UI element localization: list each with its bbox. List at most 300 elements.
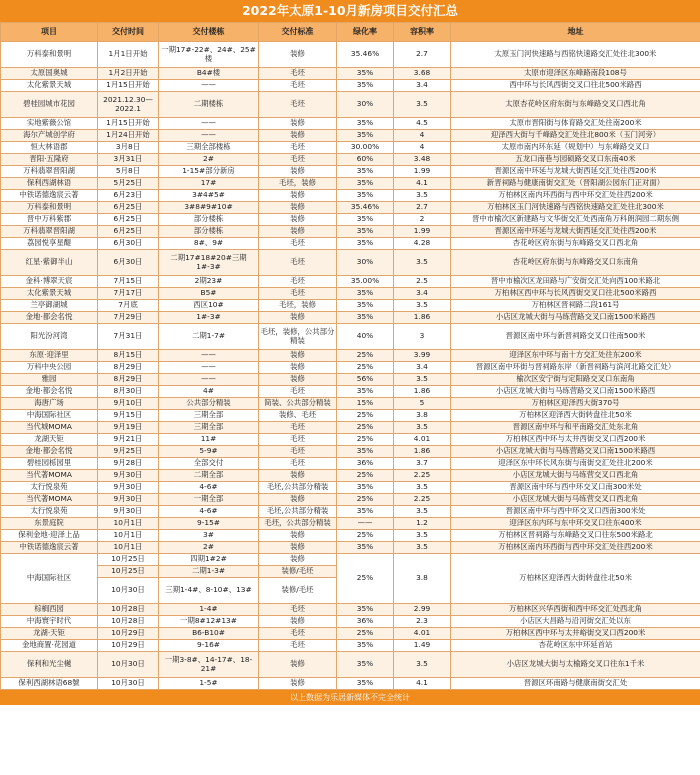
cell-address: 万柏林区兴华西街和西中环交汇处西北角	[451, 604, 700, 616]
cell-standard: 毛坯	[259, 386, 337, 398]
cell-standard: 毛坯	[259, 446, 337, 458]
cell-buildings: 4#	[159, 386, 259, 398]
cell-date: 6月25日	[98, 226, 159, 238]
cell-green-ratio: 35%	[337, 604, 394, 616]
cell-date: 8月15日	[98, 350, 159, 362]
col-project: 项目	[1, 23, 98, 42]
cell-address: 太原玉门河快速路与西铭快速路交汇处往北300米	[451, 42, 700, 68]
cell-far: 3.4	[394, 288, 451, 300]
cell-date: 6月25日	[98, 214, 159, 226]
table-row	[1, 542, 700, 554]
cell-green-ratio: 25%	[337, 530, 394, 542]
cell-project: 实地紫薇公馆	[1, 118, 98, 130]
cell-standard: 毛坯	[259, 68, 337, 80]
cell-green-ratio: 35%	[337, 166, 394, 178]
cell-standard: 装修	[259, 350, 337, 362]
cell-buildings: 2#	[159, 542, 259, 554]
cell-far: 4.01	[394, 434, 451, 446]
cell-standard: 装修/毛坯	[259, 578, 337, 604]
cell-address: 万柏林区南内环西街与西中环交汇处往西200米	[451, 542, 700, 554]
cell-project: 金地·都会名悦	[1, 446, 98, 458]
cell-date: 5月25日	[98, 178, 159, 190]
cell-standard: 毛坯	[259, 80, 337, 92]
cell-far: 3.5	[394, 542, 451, 554]
cell-green-ratio: 36%	[337, 458, 394, 470]
cell-buildings: 二期全部	[159, 470, 259, 482]
cell-buildings: 17#	[159, 178, 259, 190]
cell-address: 太原市南内环东延（规划中）与东峰路交叉口	[451, 142, 700, 154]
cell-address: 杏花岭区东中环延首站	[451, 640, 700, 652]
cell-standard: 毛坯	[259, 276, 337, 288]
table-row	[1, 616, 700, 628]
cell-project: 万科中央公园	[1, 362, 98, 374]
col-buildings: 交付楼栋	[159, 23, 259, 42]
table-row	[1, 130, 700, 142]
cell-date: 9月30日	[98, 470, 159, 482]
cell-buildings: 公共部分精装	[159, 398, 259, 410]
cell-address: 万柏林区西中环与太井西街交叉口西200米	[451, 434, 700, 446]
cell-standard: 毛坯	[259, 604, 337, 616]
cell-green-ratio: 35.00%	[337, 276, 394, 288]
cell-project: 中海国际社区	[1, 554, 98, 604]
cell-standard: 毛坯,公共部分精装	[259, 482, 337, 494]
cell-standard: 装修	[259, 312, 337, 324]
cell-green-ratio: 25%	[337, 628, 394, 640]
cell-buildings: 2#	[159, 154, 259, 166]
cell-buildings: 8#、9#	[159, 238, 259, 250]
cell-far: 4.1	[394, 678, 451, 690]
cell-date: 6月30日	[98, 250, 159, 276]
cell-date: 1月15日开始	[98, 118, 159, 130]
cell-buildings: 4-6#	[159, 482, 259, 494]
cell-address: 小店区大昌路与沿河街交汇处以东	[451, 616, 700, 628]
cell-buildings: 部分楼栋	[159, 214, 259, 226]
cell-buildings: ——	[159, 118, 259, 130]
cell-green-ratio: 35%	[337, 80, 394, 92]
cell-green-ratio: 30%	[337, 92, 394, 118]
cell-date: 1月2日开始	[98, 68, 159, 80]
cell-date: 1月1日开始	[98, 42, 159, 68]
cell-far: 5	[394, 398, 451, 410]
cell-green-ratio: 25%	[337, 470, 394, 482]
cell-green-ratio: 35%	[337, 68, 394, 80]
col-far: 容积率	[394, 23, 451, 42]
cell-buildings: ——	[159, 350, 259, 362]
cell-date: 10月30日	[98, 678, 159, 690]
cell-standard: 毛坯，装修	[259, 178, 337, 190]
cell-project: 金地·都会名悦	[1, 312, 98, 324]
cell-standard: 装修	[259, 652, 337, 678]
cell-address: 晋源区南中环与西中环交叉口西南300米处	[451, 506, 700, 518]
cell-far: 4.5	[394, 118, 451, 130]
cell-buildings: B6-B10#	[159, 628, 259, 640]
cell-date: 7月29日	[98, 312, 159, 324]
cell-project: 保利和光尘樾	[1, 652, 98, 678]
cell-green-ratio: 35%	[337, 640, 394, 652]
cell-buildings: 一期全部	[159, 494, 259, 506]
cell-green-ratio: ——	[337, 518, 394, 530]
cell-date: 9月15日	[98, 410, 159, 422]
table-row	[1, 458, 700, 470]
cell-standard: 装修	[259, 362, 337, 374]
cell-project: 太原国奥城	[1, 68, 98, 80]
cell-address: 迎泽区东中环与南十方交汇处往东200米	[451, 350, 700, 362]
footer-note: 以上数据为乐居新媒体不完全统计	[0, 690, 700, 705]
table-body	[1, 42, 700, 690]
cell-address: 西中环与长风西街交叉口往北500米路西	[451, 80, 700, 92]
col-address: 地址	[451, 23, 700, 42]
table-row	[1, 250, 700, 276]
cell-standard: 装修	[259, 130, 337, 142]
cell-standard: 装修	[259, 470, 337, 482]
cell-project: 龙湖·天钜	[1, 628, 98, 640]
cell-far: 3.5	[394, 300, 451, 312]
cell-green-ratio: 40%	[337, 324, 394, 350]
cell-standard: 装修	[259, 42, 337, 68]
table-row	[1, 300, 700, 312]
cell-date: 10月28日	[98, 604, 159, 616]
cell-date: 6月25日	[98, 202, 159, 214]
cell-address: 万柏林区玉门河快速路与西铭快速路交汇处往北300米	[451, 202, 700, 214]
cell-far: 3.4	[394, 80, 451, 92]
table-row	[1, 238, 700, 250]
cell-buildings: 1-5#	[159, 678, 259, 690]
table-row	[1, 350, 700, 362]
table-row	[1, 494, 700, 506]
cell-buildings: 5-9#	[159, 446, 259, 458]
table-row	[1, 482, 700, 494]
cell-date: 1月15日开始	[98, 80, 159, 92]
cell-standard: 毛坯	[259, 142, 337, 154]
table-row	[1, 604, 700, 616]
cell-date: 8月29日	[98, 362, 159, 374]
cell-address: 迎泽区东中环长风东街与南街交汇处往北200米	[451, 458, 700, 470]
cell-address: 万柏林区西中环与太井峪街交叉口西200米	[451, 628, 700, 640]
cell-project: 当代著MOMA	[1, 494, 98, 506]
cell-green-ratio: 30%	[337, 250, 394, 276]
cell-green-ratio: 35%	[337, 542, 394, 554]
cell-address: 万柏林区南内环西街与西中环交汇处往西200米	[451, 190, 700, 202]
table-row	[1, 530, 700, 542]
cell-far: 3.5	[394, 530, 451, 542]
table-row	[1, 80, 700, 92]
table-row	[1, 470, 700, 482]
cell-project: 万科翡翠晋阳湖	[1, 226, 98, 238]
cell-standard: 毛坯，装修，公共部分精装	[259, 324, 337, 350]
cell-project: 太化紫景天城	[1, 80, 98, 92]
cell-buildings: 三期全部楼栋	[159, 142, 259, 154]
table-row	[1, 202, 700, 214]
cell-green-ratio: 56%	[337, 374, 394, 386]
cell-green-ratio: 35%	[337, 288, 394, 300]
cell-address: 晋源区南中环延与龙城大街西延交汇处往西200米	[451, 166, 700, 178]
cell-far: 3.99	[394, 350, 451, 362]
table-header-row	[1, 23, 700, 42]
table-row	[1, 446, 700, 458]
cell-project: 兰亭御湖城	[1, 300, 98, 312]
cell-far: 3.68	[394, 68, 451, 80]
cell-standard: 毛坯	[259, 250, 337, 276]
cell-buildings: 3#4#5#	[159, 190, 259, 202]
cell-project: 太行悦泉苑	[1, 482, 98, 494]
table-row	[1, 118, 700, 130]
cell-green-ratio: 35%	[337, 446, 394, 458]
cell-standard: 装修	[259, 616, 337, 628]
cell-address: 迎泽西大街与千峰路交汇处往北800米（玉门河旁）	[451, 130, 700, 142]
cell-standard: 装修	[259, 118, 337, 130]
cell-address: 晋源区南中环延与龙城大街西延交汇处往西200米	[451, 226, 700, 238]
cell-standard: 装修	[259, 214, 337, 226]
cell-standard: 毛坯，公共部分精装	[259, 518, 337, 530]
cell-buildings: 一期17#-22#、24#、25#楼	[159, 42, 259, 68]
table-row	[1, 506, 700, 518]
cell-standard: 装修	[259, 374, 337, 386]
cell-address: 万柏林区迎泽西大街转盘往北50米	[451, 410, 700, 422]
cell-buildings: 二期1-3#	[159, 566, 259, 578]
cell-buildings: 二期17#18#20#三期1#-3#	[159, 250, 259, 276]
cell-address: 小店区龙城大街与马练营路交叉口南1500米路西	[451, 312, 700, 324]
cell-buildings: 4-6#	[159, 506, 259, 518]
cell-green-ratio: 35%	[337, 652, 394, 678]
cell-standard: 装修	[259, 554, 337, 566]
cell-green-ratio: 35%	[337, 190, 394, 202]
cell-address: 小店区龙城大街与马练营路交叉口南1500米路西	[451, 386, 700, 398]
cell-address: 杏花岭区府东街与东峰路交叉口东南角	[451, 250, 700, 276]
cell-date: 8月30日	[98, 386, 159, 398]
cell-standard: 装修	[259, 494, 337, 506]
table-row	[1, 628, 700, 640]
cell-buildings: 二期楼栋	[159, 92, 259, 118]
cell-buildings: B5#	[159, 288, 259, 300]
table-row	[1, 386, 700, 398]
cell-date: 10月30日	[98, 578, 159, 604]
cell-green-ratio: 35%	[337, 214, 394, 226]
cell-far: 2	[394, 214, 451, 226]
cell-far: 2.25	[394, 494, 451, 506]
cell-date: 1月24日开始	[98, 130, 159, 142]
cell-project: 万科翡翠晋阳湖	[1, 166, 98, 178]
cell-green-ratio: 25%	[337, 434, 394, 446]
cell-buildings: 一期8#12#13#	[159, 616, 259, 628]
cell-project: 碧桂园城市花园	[1, 92, 98, 118]
table-row	[1, 178, 700, 190]
cell-buildings: 2期23#	[159, 276, 259, 288]
cell-standard: 简装、公共部分精装	[259, 398, 337, 410]
cell-far: 3.5	[394, 482, 451, 494]
cell-date: 10月25日	[98, 566, 159, 578]
cell-project: 当代著MOMA	[1, 470, 98, 482]
cell-standard: 装修	[259, 530, 337, 542]
cell-project: 中海国际社区	[1, 410, 98, 422]
cell-date: 10月1日	[98, 530, 159, 542]
cell-buildings: 四期1#2#	[159, 554, 259, 566]
cell-far: 1.99	[394, 166, 451, 178]
cell-far: 4	[394, 142, 451, 154]
cell-address: 万柏林区迎泽西大街370号	[451, 398, 700, 410]
table-row	[1, 640, 700, 652]
cell-project: 太化紫景天城	[1, 288, 98, 300]
cell-far: 2.99	[394, 604, 451, 616]
cell-green-ratio: 35%	[337, 226, 394, 238]
cell-far: 1.86	[394, 446, 451, 458]
cell-buildings: 9-16#	[159, 640, 259, 652]
cell-far: 4.01	[394, 628, 451, 640]
cell-standard: 毛坯	[259, 154, 337, 166]
table-row	[1, 190, 700, 202]
cell-project: 金地·都会名悦	[1, 386, 98, 398]
cell-standard: 毛坯	[259, 640, 337, 652]
cell-green-ratio: 35%	[337, 312, 394, 324]
cell-date: 7月15日	[98, 276, 159, 288]
cell-buildings: ——	[159, 374, 259, 386]
cell-standard: 装修/毛坯	[259, 566, 337, 578]
cell-standard: 毛坯	[259, 92, 337, 118]
cell-project: 红星·紫御半山	[1, 250, 98, 276]
cell-date: 5月8日	[98, 166, 159, 178]
cell-standard: 装修、毛坯	[259, 410, 337, 422]
cell-far: 1.86	[394, 312, 451, 324]
cell-date: 10月30日	[98, 652, 159, 678]
cell-date: 9月10日	[98, 398, 159, 410]
cell-green-ratio: 35%	[337, 118, 394, 130]
cell-green-ratio: 35%	[337, 300, 394, 312]
cell-far: 3.48	[394, 154, 451, 166]
cell-buildings: 1#-3#	[159, 312, 259, 324]
cell-far: 3.5	[394, 250, 451, 276]
cell-address: 晋源区南中环与西中环交叉口南300米处	[451, 482, 700, 494]
cell-standard: 装修	[259, 678, 337, 690]
cell-address: 晋中市榆次区新建路与文华街交汇处西南角万科朗润园二期东侧	[451, 214, 700, 226]
cell-date: 8月29日	[98, 374, 159, 386]
cell-project: 海尔产城创学府	[1, 130, 98, 142]
cell-standard: 毛坯	[259, 422, 337, 434]
cell-address: 万柏林区西中环与长风西街交叉口往北500米路西	[451, 288, 700, 300]
cell-date: 10月1日	[98, 518, 159, 530]
table-row	[1, 154, 700, 166]
cell-address: 万柏林区迎泽西大街转盘往北50米	[451, 554, 700, 604]
cell-address: 晋源区环南路与健康南街交汇处	[451, 678, 700, 690]
cell-far: 4.28	[394, 238, 451, 250]
cell-address: 五龙口南巷与园硕路交叉口东南40米	[451, 154, 700, 166]
table-row	[1, 652, 700, 678]
col-green-ratio: 绿化率	[337, 23, 394, 42]
cell-project: 当代城MOMA	[1, 422, 98, 434]
cell-green-ratio: 25%	[337, 410, 394, 422]
cell-address: 小店区龙城大街与太榆路交叉口往东1千米	[451, 652, 700, 678]
cell-address: 晋中市榆次区龙田路与广安街交汇处向西100米路北	[451, 276, 700, 288]
cell-green-ratio: 36%	[337, 616, 394, 628]
cell-buildings: ——	[159, 362, 259, 374]
cell-buildings: 11#	[159, 434, 259, 446]
cell-far: 1.86	[394, 386, 451, 398]
cell-buildings: 三期1-4#、8-10#、13#	[159, 578, 259, 604]
cell-address: 晋源区南中环街与晋祠路东岸（新晋祠路与滨河北路交汇处）	[451, 362, 700, 374]
table-row	[1, 518, 700, 530]
cell-project: 恒大林语郡	[1, 142, 98, 154]
cell-green-ratio: 35%	[337, 506, 394, 518]
cell-green-ratio: 35%	[337, 178, 394, 190]
cell-buildings: B4#楼	[159, 68, 259, 80]
cell-far: 3.7	[394, 458, 451, 470]
cell-green-ratio: 25%	[337, 362, 394, 374]
cell-project: 东景庭院	[1, 518, 98, 530]
cell-project: 阳光汾河湾	[1, 324, 98, 350]
table-row	[1, 554, 700, 566]
cell-standard: 毛坯	[259, 628, 337, 640]
cell-far: 3.5	[394, 506, 451, 518]
table-row	[1, 276, 700, 288]
cell-address: 新晋祠路与健康南街交汇处（晋阳湖公园东门正对面）	[451, 178, 700, 190]
cell-project: 中铁诺德逸宸云著	[1, 190, 98, 202]
cell-address: 晋源区南中环与和平南路交汇处东北角	[451, 422, 700, 434]
cell-buildings: 全部交付	[159, 458, 259, 470]
cell-date: 3月31日	[98, 154, 159, 166]
cell-date: 7月31日	[98, 324, 159, 350]
cell-far: 3	[394, 324, 451, 350]
col-date: 交付时间	[98, 23, 159, 42]
cell-green-ratio: 35%	[337, 482, 394, 494]
cell-date: 9月19日	[98, 422, 159, 434]
cell-far: 1.49	[394, 640, 451, 652]
cell-address: 小店区龙城大街与马练营交叉口西北角	[451, 470, 700, 482]
table-row	[1, 42, 700, 68]
cell-standard: 毛坯,公共部分精装	[259, 506, 337, 518]
cell-date: 9月30日	[98, 506, 159, 518]
cell-date: 10月25日	[98, 554, 159, 566]
cell-date: 6月30日	[98, 238, 159, 250]
table-row	[1, 410, 700, 422]
cell-date: 9月30日	[98, 494, 159, 506]
cell-project: 保利金地·迎泽上品	[1, 530, 98, 542]
cell-buildings: 部分楼栋	[159, 226, 259, 238]
cell-buildings: 三期全部	[159, 422, 259, 434]
cell-green-ratio: 35%	[337, 386, 394, 398]
cell-standard: 毛坯	[259, 458, 337, 470]
cell-buildings: 3#	[159, 530, 259, 542]
cell-date: 10月28日	[98, 616, 159, 628]
cell-buildings: 1-4#	[159, 604, 259, 616]
table-row	[1, 324, 700, 350]
cell-address: 太原杏花岭区府东街与东峰路交叉口西北角	[451, 92, 700, 118]
cell-green-ratio: 15%	[337, 398, 394, 410]
cell-address: 杏花岭区府东街与东峰路交叉口西北角	[451, 238, 700, 250]
cell-far: 3.8	[394, 554, 451, 604]
cell-address: 晋源区南中环与新晋祠路交叉口往南500米	[451, 324, 700, 350]
cell-address: 万柏林区晋祠路二段161号	[451, 300, 700, 312]
cell-buildings: 9-15#	[159, 518, 259, 530]
cell-green-ratio: 35%	[337, 238, 394, 250]
cell-project: 碧桂园栎园里	[1, 458, 98, 470]
cell-project: 海唐广场	[1, 398, 98, 410]
cell-project: 万科泰和景明	[1, 42, 98, 68]
cell-far: 2.7	[394, 42, 451, 68]
cell-project: 中海寰宇时代	[1, 616, 98, 628]
cell-far: 3.5	[394, 652, 451, 678]
cell-date: 6月23日	[98, 190, 159, 202]
cell-standard: 装修	[259, 542, 337, 554]
cell-green-ratio: 35.46%	[337, 202, 394, 214]
cell-buildings: ——	[159, 130, 259, 142]
cell-buildings: 西区10#	[159, 300, 259, 312]
cell-project: 雅园	[1, 374, 98, 386]
cell-far: 3.5	[394, 422, 451, 434]
delivery-table	[0, 22, 700, 690]
table-row	[1, 312, 700, 324]
cell-date: 7月底	[98, 300, 159, 312]
cell-far: 3.4	[394, 362, 451, 374]
table-row	[1, 214, 700, 226]
cell-project: 保利西湖林语	[1, 178, 98, 190]
